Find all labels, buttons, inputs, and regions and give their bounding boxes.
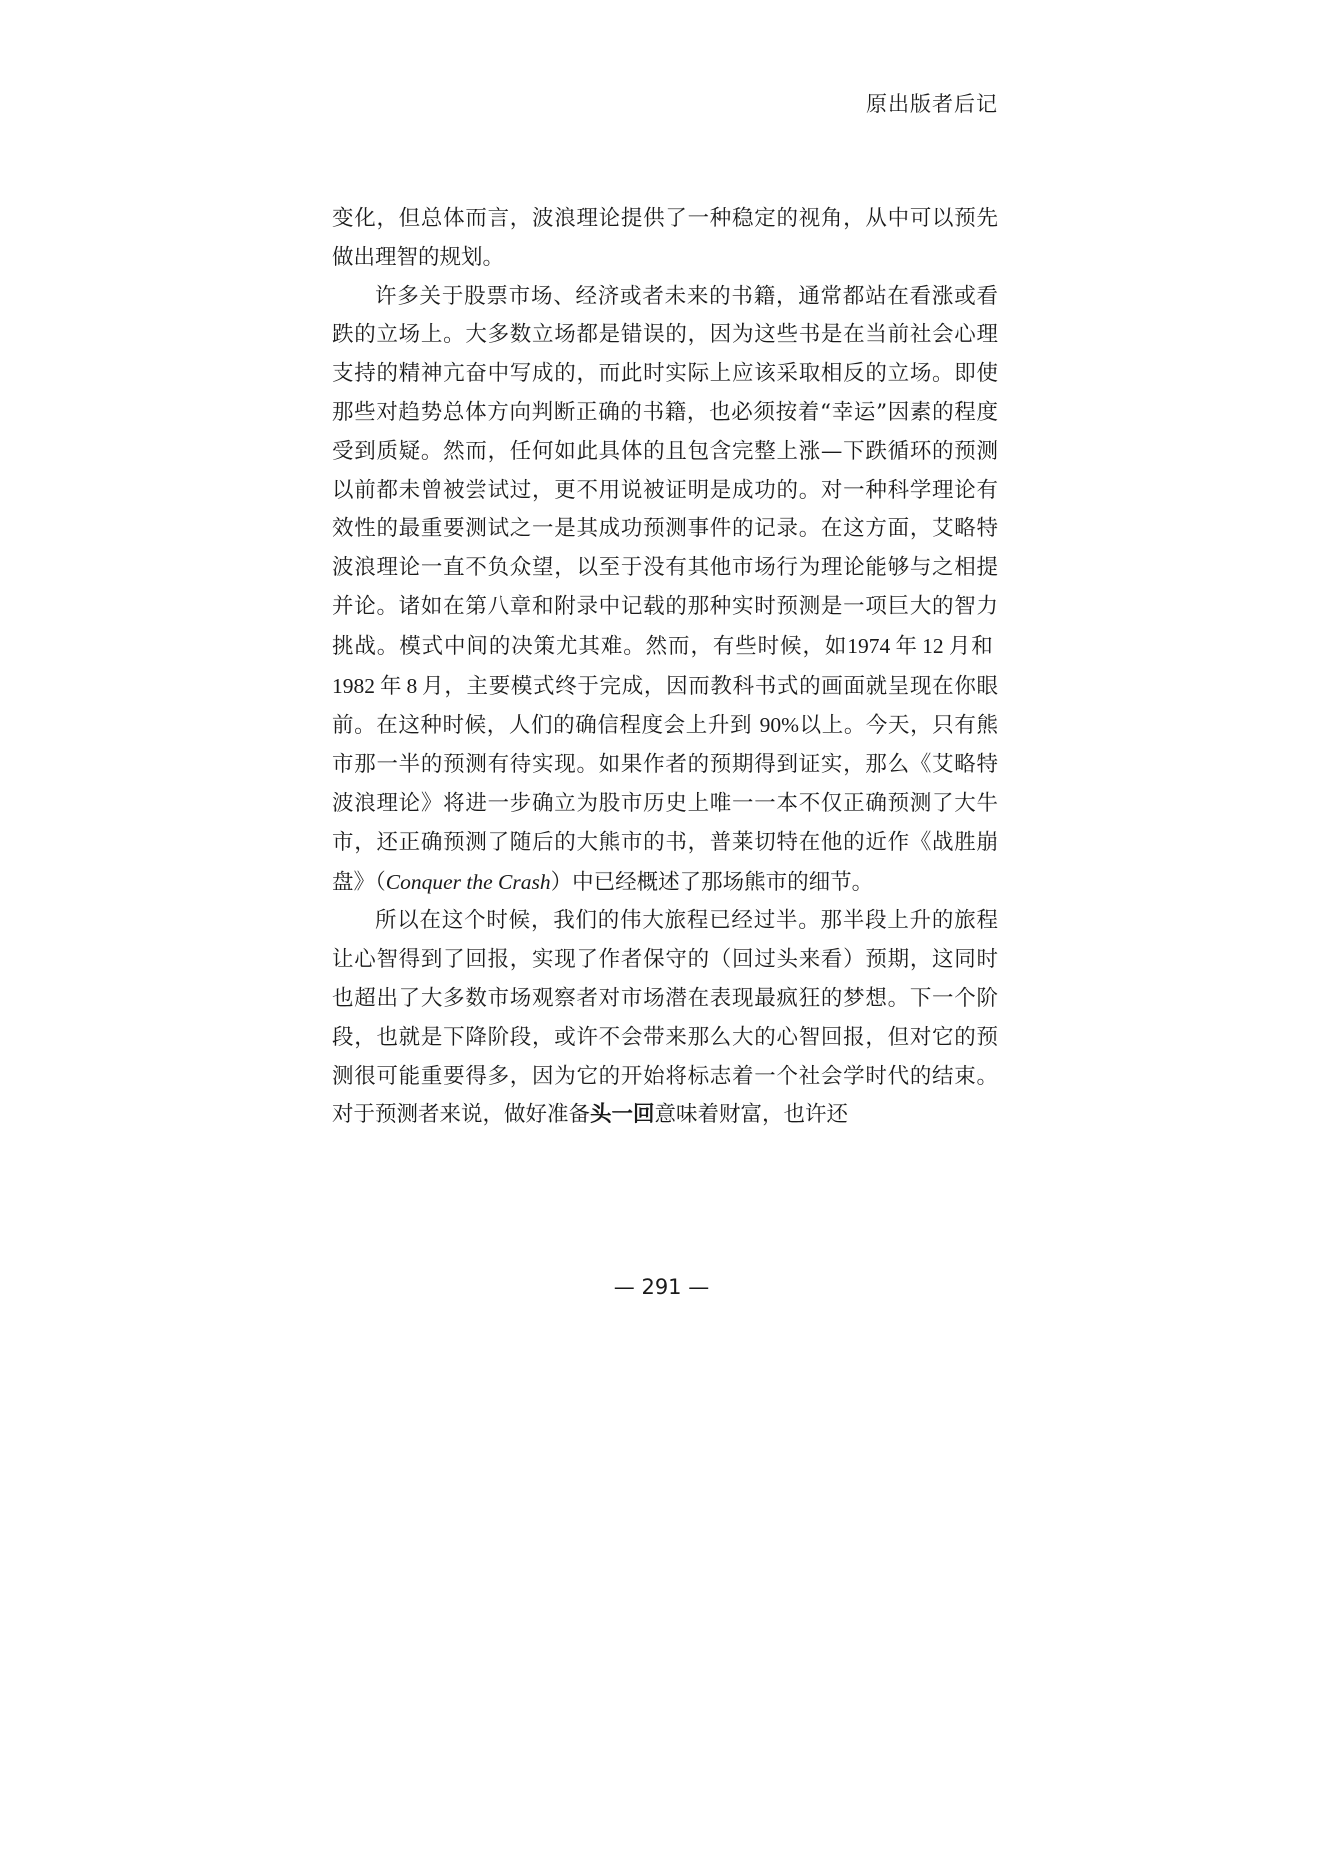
paragraph-3-text-b: 意味着财富，也许还 [654, 1102, 849, 1128]
paragraph-3 [332, 902, 998, 1135]
month-12: 12 [922, 633, 944, 658]
month-8: 8 [406, 673, 418, 698]
emphasis-text: 头一回 [590, 1102, 655, 1128]
percent-value: 90% [759, 713, 799, 738]
paragraph-3-text-a: 所以在这个时候，我们的伟大旅程已经过半。那半段上升的旅程让心智得到了回报，实现了作者保守的（回过头来看）预期，这同时也超出了大多数市场观察者对市场潜在表现最疯狂的梦想。下一个阶段，也就是下降阶段，或许不会带来那么大的心智回报，但对它的预测很可能重要得多，因为它的开始将标志着一个社会学时代的结束。对于预测者来说，做好准备 [332, 908, 998, 1128]
paragraph-2-text-d: 年 [379, 673, 403, 699]
year-1974: 1974 [847, 633, 891, 658]
book-title-english: Conquer the Crash [385, 869, 551, 894]
body-text [332, 200, 998, 1135]
paragraph-2-text-b: 年 [894, 633, 918, 659]
paragraph-2-text-e: 月，主要模式终于完成，因而教科书式的画面就呈现在你眼前。在这种时候，人们的确信程度会上升到 [332, 673, 998, 739]
year-1982: 1982 [332, 673, 375, 698]
paragraph-2-text-a: 许多关于股票市场、经济或者未来的书籍，通常都站在看涨或看跌的立场上。大多数立场都是错误的，因为这些书是在当前社会心理支持的精神亢奋中写成的，而此时实际上应该采取相反的立场。即使那些对趋势总体方向判断正确的书籍，也必须按着“幸运”因素的程度受到质疑。然而，任何如此具体的且包含完整上涨—下跌循环的预测以前都未曾被尝试过，更不用说被证明是成功的。对一种科学理论有效性的最重要测试之一是其成功预测事件的记录。在这方面，艾略特波浪理论一直不负众望，以至于没有其他市场行为理论能够与之相提并论。诸如在第八章和附录中记载的那种实时预测是一项巨大的智力挑战。模式中间的决策尤其难。然而，有些时候，如 [332, 283, 998, 659]
paragraph-2 [332, 278, 998, 903]
page-number: — 291 — [613, 1275, 710, 1299]
running-header: 原出版者后记 [866, 92, 998, 116]
paragraph-1: 变化，但总体而言，波浪理论提供了一种稳定的视角，从中可以预先做出理智的规划。 [332, 206, 998, 270]
paragraph-2-text-c: 月和 [947, 633, 994, 659]
paragraph-2-text-f: 以上。今天，只有熊市那一半的预测有待实现。如果作者的预期得到证实，那么《艾略特波浪理论》将进一步确立为股市历史上唯一一本不仅正确预测了大牛市，还正确预测了随后的大熊市的书，普莱切特在他的近作《战胜崩盘》（ [332, 713, 998, 895]
paragraph-2-text-g: ）中已经概述了那场熊市的细节。 [550, 869, 874, 895]
